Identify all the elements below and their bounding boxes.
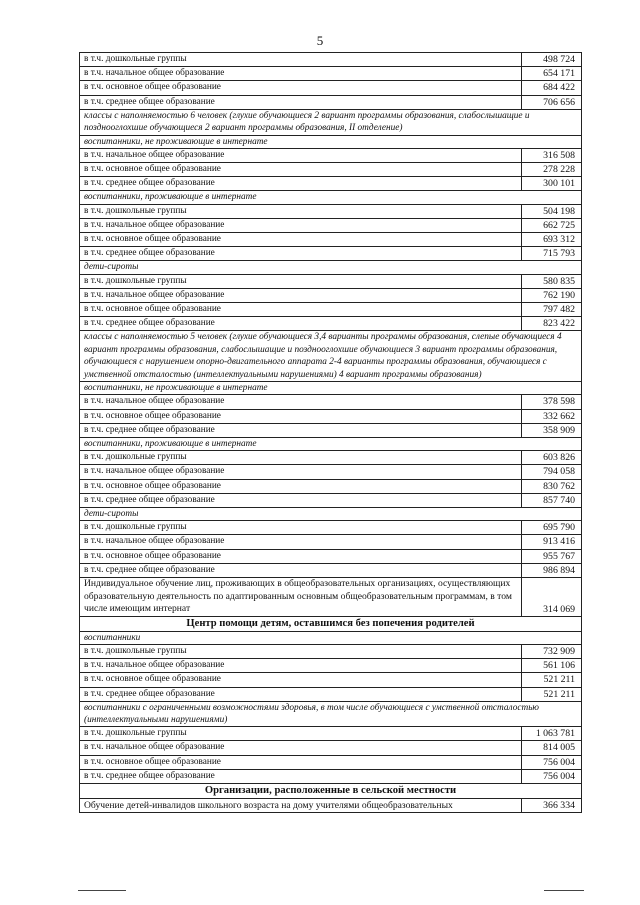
row-label: в т.ч. среднее общее образование xyxy=(80,769,522,783)
row-value: 504 198 xyxy=(522,204,582,218)
cost-table xyxy=(79,52,582,813)
row-label: в т.ч. основное общее образование xyxy=(80,303,522,317)
row-label: в т.ч. дошкольные группы xyxy=(80,727,522,741)
category-label: воспитанники xyxy=(80,631,582,644)
row-label: в т.ч. основное общее образование xyxy=(80,479,522,493)
row-label: в т.ч. основное общее образование xyxy=(80,233,522,247)
group-label: классы с наполняемостью 5 человек (глухие обучающиеся 3,4 варианты программы образования, слепые обучающиеся 4 вариант программы образования, слабослышащие и позднооглохшие обучающиеся 3 вариант программы образования, обучающиеся с нарушением опорно-двигательного аппарата 2-4 варианты программы образования, обучающиеся с умственной отсталостью (интеллектуальными нарушениями) 4 вариант программы образования) xyxy=(80,331,582,382)
row-value: 366 334 xyxy=(522,798,582,812)
row-label: в т.ч. начальное общее образование xyxy=(80,395,522,409)
table-row xyxy=(80,67,582,81)
row-value: 715 793 xyxy=(522,247,582,261)
row-label: в т.ч. основное общее образование xyxy=(80,549,522,563)
group-label: классы с наполняемостью 6 человек (глухие обучающиеся 2 вариант программы образования, слабослышащие и позднооглохшие обучающиеся 2 вариант программы образования, II отделение) xyxy=(80,109,582,135)
row-label: в т.ч. начальное общее образование xyxy=(80,535,522,549)
row-label: в т.ч. основное общее образование xyxy=(80,755,522,769)
row-label: в т.ч. среднее общее образование xyxy=(80,247,522,261)
row-label: в т.ч. дошкольные группы xyxy=(80,521,522,535)
row-label: в т.ч. среднее общее образование xyxy=(80,563,522,577)
row-value: 794 058 xyxy=(522,465,582,479)
category-label: воспитанники, проживающие в интернате xyxy=(80,437,582,450)
row-value: 823 422 xyxy=(522,317,582,331)
row-label: в т.ч. среднее общее образование xyxy=(80,493,522,507)
category-label: воспитанники, не проживающие в интернате xyxy=(80,382,582,395)
table-row xyxy=(80,204,582,218)
row-value: 762 190 xyxy=(522,288,582,302)
group-row xyxy=(80,331,582,382)
section-header-row xyxy=(80,783,582,798)
table-row xyxy=(80,288,582,302)
row-label: в т.ч. начальное общее образование xyxy=(80,288,522,302)
table-row xyxy=(80,177,582,191)
table-row xyxy=(80,563,582,577)
text-row xyxy=(80,798,582,812)
table-row xyxy=(80,423,582,437)
row-label: в т.ч. среднее общее образование xyxy=(80,177,522,191)
row-label: в т.ч. основное общее образование xyxy=(80,409,522,423)
table-row xyxy=(80,465,582,479)
row-label: в т.ч. дошкольные группы xyxy=(80,274,522,288)
row-label: в т.ч. среднее общее образование xyxy=(80,687,522,701)
row-value: 378 598 xyxy=(522,395,582,409)
category-row xyxy=(80,507,582,520)
table-row xyxy=(80,218,582,232)
section-header-row xyxy=(80,616,582,631)
row-label: Индивидуальное обучение лиц, проживающих в общеобразовательных организациях, осуществляющих образовательную деятельность по адаптированным основным общеобразовательным программам, в том числе имеющим интернат xyxy=(80,577,522,616)
table-row xyxy=(80,769,582,783)
row-label: в т.ч. среднее общее образование xyxy=(80,95,522,109)
row-label: в т.ч. начальное общее образование xyxy=(80,148,522,162)
row-value: 1 063 781 xyxy=(522,727,582,741)
row-value: 603 826 xyxy=(522,451,582,465)
row-value: 561 106 xyxy=(522,659,582,673)
table-row xyxy=(80,727,582,741)
table-row xyxy=(80,409,582,423)
row-label: в т.ч. начальное общее образование xyxy=(80,218,522,232)
category-row xyxy=(80,191,582,204)
row-label: в т.ч. начальное общее образование xyxy=(80,67,522,81)
table-row xyxy=(80,247,582,261)
row-label: в т.ч. основное общее образование xyxy=(80,163,522,177)
row-label: в т.ч. дошкольные группы xyxy=(80,644,522,658)
row-value: 300 101 xyxy=(522,177,582,191)
table-row xyxy=(80,95,582,109)
row-label: в т.ч. начальное общее образование xyxy=(80,659,522,673)
table-row xyxy=(80,451,582,465)
row-label: Обучение детей-инвалидов школьного возраста на дому учителями общеобразовательных xyxy=(80,798,522,812)
row-value: 695 790 xyxy=(522,521,582,535)
table-row xyxy=(80,755,582,769)
category-row xyxy=(80,701,582,726)
table-row xyxy=(80,673,582,687)
table-row xyxy=(80,274,582,288)
row-value: 580 835 xyxy=(522,274,582,288)
table-row xyxy=(80,521,582,535)
table-row xyxy=(80,303,582,317)
row-label: в т.ч. дошкольные группы xyxy=(80,53,522,67)
row-label: в т.ч. дошкольные группы xyxy=(80,451,522,465)
text-row xyxy=(80,577,582,616)
table-row xyxy=(80,741,582,755)
category-row xyxy=(80,261,582,274)
row-value: 955 767 xyxy=(522,549,582,563)
footer-line-right xyxy=(544,890,584,891)
table-row xyxy=(80,535,582,549)
category-row xyxy=(80,437,582,450)
category-row xyxy=(80,135,582,148)
row-value: 358 909 xyxy=(522,423,582,437)
table-row xyxy=(80,687,582,701)
section-header: Организации, расположенные в сельской местности xyxy=(80,783,582,798)
row-value: 797 482 xyxy=(522,303,582,317)
category-label: воспитанники, проживающие в интернате xyxy=(80,191,582,204)
row-value: 756 004 xyxy=(522,755,582,769)
row-value: 278 228 xyxy=(522,163,582,177)
row-value: 521 211 xyxy=(522,673,582,687)
row-value: 857 740 xyxy=(522,493,582,507)
row-value: 332 662 xyxy=(522,409,582,423)
category-label: дети-сироты xyxy=(80,261,582,274)
table-row xyxy=(80,163,582,177)
row-value: 913 416 xyxy=(522,535,582,549)
table-row xyxy=(80,53,582,67)
row-label: в т.ч. среднее общее образование xyxy=(80,317,522,331)
row-value: 706 656 xyxy=(522,95,582,109)
section-header: Центр помощи детям, оставшимся без попечения родителей xyxy=(80,616,582,631)
row-value: 986 894 xyxy=(522,563,582,577)
row-label: в т.ч. основное общее образование xyxy=(80,81,522,95)
category-label: дети-сироты xyxy=(80,507,582,520)
row-value: 498 724 xyxy=(522,53,582,67)
group-row xyxy=(80,109,582,135)
table-row xyxy=(80,659,582,673)
row-label: в т.ч. среднее общее образование xyxy=(80,423,522,437)
row-value: 732 909 xyxy=(522,644,582,658)
row-label: в т.ч. дошкольные группы xyxy=(80,204,522,218)
row-value: 830 762 xyxy=(522,479,582,493)
table-row xyxy=(80,395,582,409)
table-row xyxy=(80,148,582,162)
row-value: 316 508 xyxy=(522,148,582,162)
table-row xyxy=(80,479,582,493)
footer-line-left xyxy=(78,890,126,891)
row-value: 693 312 xyxy=(522,233,582,247)
category-row xyxy=(80,631,582,644)
row-value: 521 211 xyxy=(522,687,582,701)
table-row xyxy=(80,493,582,507)
row-label: в т.ч. основное общее образование xyxy=(80,673,522,687)
row-value: 662 725 xyxy=(522,218,582,232)
table-row xyxy=(80,644,582,658)
table-row xyxy=(80,317,582,331)
row-label: в т.ч. начальное общее образование xyxy=(80,741,522,755)
row-value: 654 171 xyxy=(522,67,582,81)
row-value: 314 069 xyxy=(522,577,582,616)
row-label: в т.ч. начальное общее образование xyxy=(80,465,522,479)
row-value: 684 422 xyxy=(522,81,582,95)
category-label: воспитанники, не проживающие в интернате xyxy=(80,135,582,148)
table-row xyxy=(80,233,582,247)
table-row xyxy=(80,81,582,95)
row-value: 814 005 xyxy=(522,741,582,755)
page-number: 5 xyxy=(316,33,324,48)
category-row xyxy=(80,382,582,395)
row-value: 756 004 xyxy=(522,769,582,783)
table-row xyxy=(80,549,582,563)
category-label: воспитанники с ограниченными возможностями здоровья, в том числе обучающиеся с умственной отсталостью (интеллектуальными нарушениями) xyxy=(80,701,582,726)
